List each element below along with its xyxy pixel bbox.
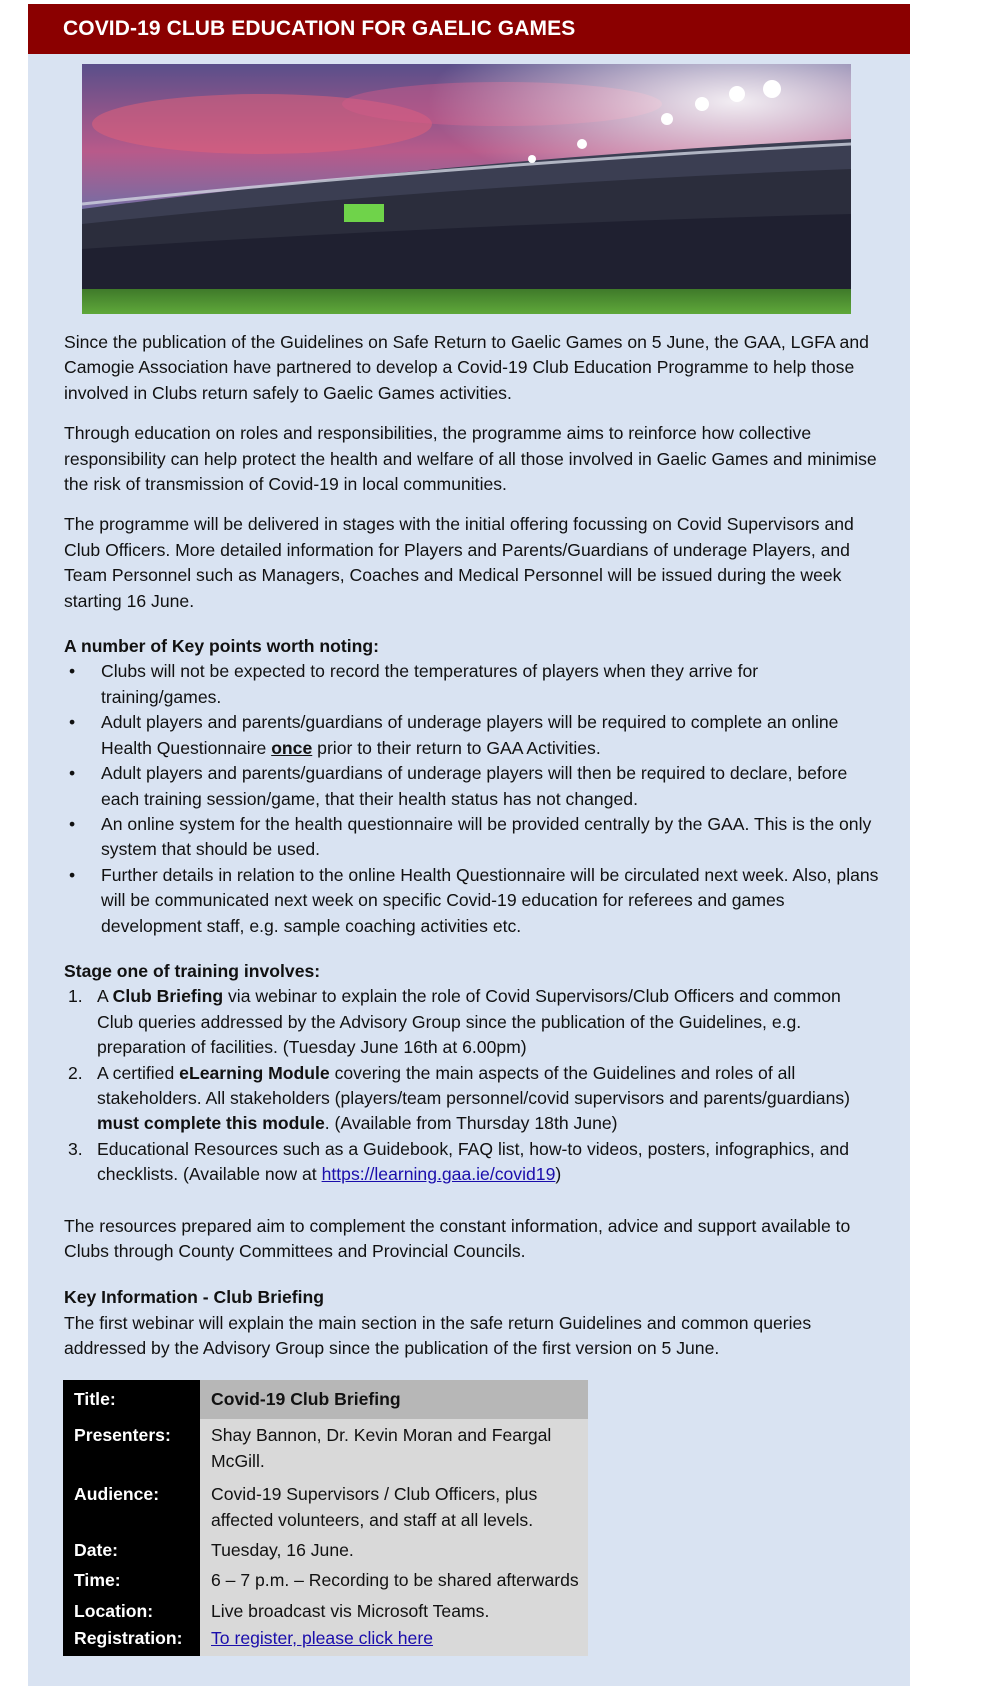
- list-item: • Clubs will not be expected to record the temperatures of players when they arrive for training/games.: [64, 659, 880, 710]
- table-row: [63, 1564, 588, 1597]
- table-row: [63, 1419, 588, 1478]
- key-info-heading: Key Information - Club Briefing: [64, 1287, 324, 1308]
- list-item: • An online system for the health questionnaire will be provided centrally by the GAA. This is the only system that should be used.: [64, 812, 880, 863]
- key-points-list: [64, 659, 880, 938]
- list-item: 1. A Club Briefing via webinar to explain the role of Covid Supervisors/Club Officers and common Club queries addressed by the Advisory Group since the publication of the Guidelines, e.g. preparation of facilities. (Tuesday June 16th at 6.00pm): [68, 986, 841, 1058]
- table-row: [63, 1625, 588, 1655]
- date-label: Date:: [63, 1537, 200, 1564]
- stage-one-heading: Stage one of training involves:: [64, 960, 321, 981]
- intro-paragraph: Since the publication of the Guidelines on Safe Return to Gaelic Games on 5 June, the GAA, LGFA and Camogie Association have partnered to develop a Covid-19 Club Education Programme to help those involved in Clubs return safely to Gaelic Games activities.: [64, 332, 869, 403]
- covid19-resources-link[interactable]: https://learning.gaa.ie/covid19: [321, 1164, 556, 1185]
- table-row: [63, 1598, 588, 1625]
- list-item: 2. A certified eLearning Module covering the main aspects of the Guidelines and roles of all stakeholders. All stakeholders (players/team personnel/covid supervisors and parents/guardians) must complete this module. (Available from Thursday 18th June): [68, 1062, 851, 1134]
- table-row: [63, 1380, 588, 1419]
- location-label: Location:: [63, 1598, 200, 1625]
- title-value: Covid-19 Club Briefing: [200, 1380, 588, 1419]
- registration-label: Registration:: [63, 1625, 200, 1655]
- table-row: [63, 1537, 588, 1564]
- presenters-label: Presenters:: [63, 1419, 200, 1478]
- key-points-heading: A number of Key points worth noting:: [64, 636, 380, 657]
- list-item: • Adult players and parents/guardians of underage players will be required to complete an online Health Questionnaire once prior to their return to GAA Activities.: [64, 710, 880, 761]
- intro-paragraph: Through education on roles and responsibilities, the programme aims to reinforce how collective responsibility can help protect the health and welfare of all those involved in Gaelic Games and minimise the risk of transmission of Covid-19 in local communities.: [64, 423, 877, 495]
- registration-cell: [200, 1625, 588, 1655]
- time-label: Time:: [63, 1564, 200, 1597]
- list-item: • Adult players and parents/guardians of underage players will then be required to declare, before each training session/game, that their health status has not changed.: [64, 761, 880, 812]
- audience-value: Covid-19 Supervisors / Club Officers, plus affected volunteers, and staff at all levels.: [200, 1478, 588, 1537]
- briefing-table: [63, 1380, 588, 1656]
- article-body: [64, 330, 880, 1362]
- key-info-paragraph: The first webinar will explain the main section in the safe return Guidelines and common queries addressed by the Advisory Group since the publication of the first version on 5 June.: [64, 1312, 812, 1359]
- title-label: Title:: [63, 1380, 200, 1419]
- location-value: Live broadcast vis Microsoft Teams.: [200, 1598, 588, 1625]
- list-item: 3. Educational Resources such as a Guidebook, FAQ list, how-to videos, posters, infographics, and checklists. (Available now at https://learning.gaa.ie/covid19): [68, 1138, 850, 1185]
- stage-one-list: [64, 984, 880, 1187]
- table-row: [63, 1478, 588, 1537]
- resources-paragraph: The resources prepared aim to complement the constant information, advice and support available to Clubs through County Committees and Provincial Councils.: [64, 1215, 851, 1261]
- presenters-value: Shay Bannon, Dr. Kevin Moran and Feargal McGill.: [200, 1419, 588, 1478]
- list-item: • Further details in relation to the online Health Questionnaire will be circulated next week. Also, plans will be communicated next week on specific Covid-19 education for referees and games development staff, e.g. sample coaching activities etc.: [64, 863, 880, 939]
- page-title: COVID-19 CLUB EDUCATION FOR GAELIC GAMES: [28, 4, 910, 54]
- register-link[interactable]: To register, please click here: [211, 1628, 433, 1649]
- date-value: Tuesday, 16 June.: [200, 1537, 588, 1564]
- time-value: 6 – 7 p.m. – Recording to be shared afterwards: [200, 1564, 588, 1597]
- audience-label: Audience:: [63, 1478, 200, 1537]
- intro-paragraph: The programme will be delivered in stages with the initial offering focussing on Covid Supervisors and Club Officers. More detailed information for Players and Parents/Guardians of underage Players, and Team Personnel such as Managers, Coaches and Medical Personnel will be issued during the week starting 16 June.: [64, 514, 854, 611]
- stadium-image: [82, 64, 851, 314]
